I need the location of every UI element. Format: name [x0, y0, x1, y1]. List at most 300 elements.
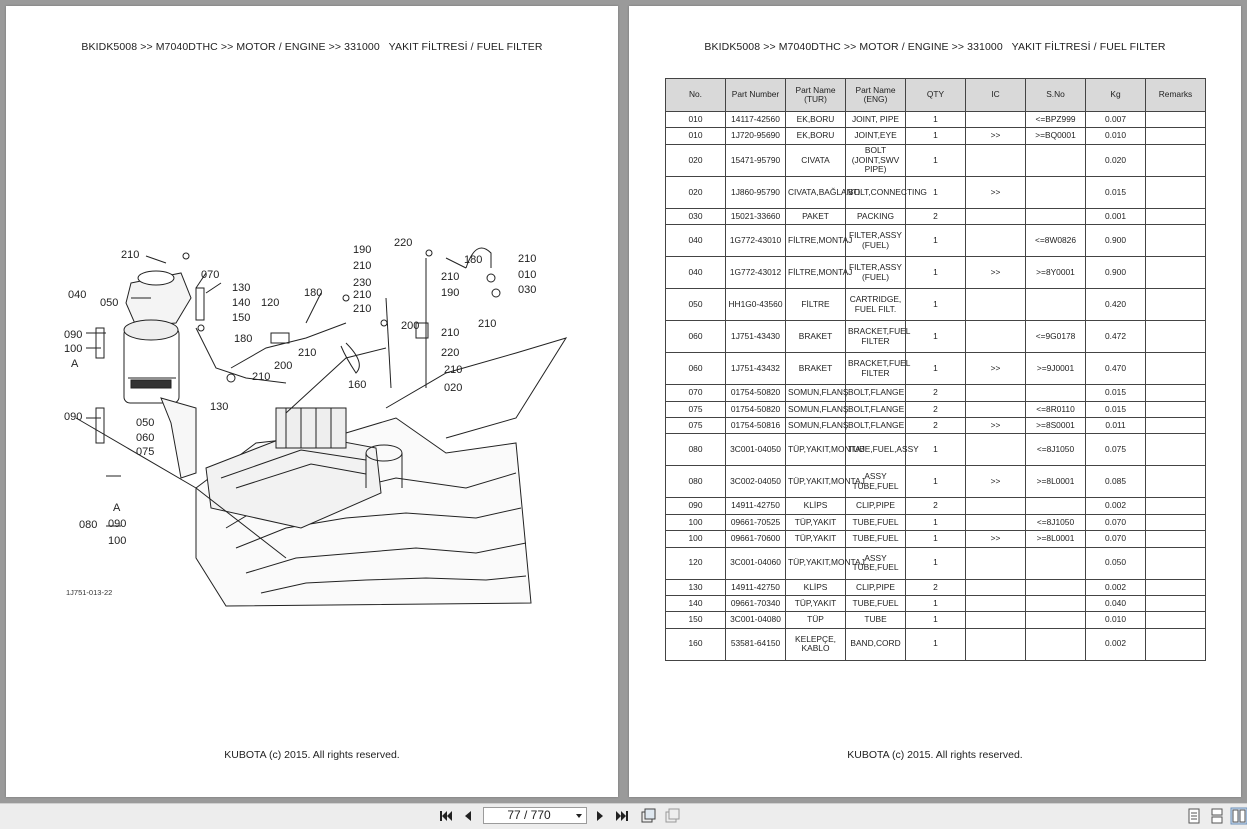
table-cell: BRACKET,FUEL FILTER — [846, 353, 906, 385]
table-cell: <=8W0826 — [1026, 225, 1086, 257]
table-row — [666, 176, 1206, 208]
last-page-icon[interactable] — [614, 808, 630, 824]
right-page-header: BKIDK5008 >> M7040DTHC >> MOTOR / ENGINE >> 331000 YAKIT FİLTRESİ / FUEL FILTER — [704, 41, 1166, 53]
table-cell: 1 — [906, 257, 966, 289]
callout-label: 180 — [234, 333, 253, 345]
table-cell: TÜP,YAKIT — [786, 514, 846, 530]
table-cell: FİLTRE — [786, 289, 846, 321]
table-row — [666, 579, 1206, 595]
table-cell — [966, 208, 1026, 224]
table-cell: PACKING — [846, 208, 906, 224]
table-cell — [1146, 531, 1206, 547]
callout-label: 050 — [136, 417, 155, 429]
table-cell: 09661-70525 — [726, 514, 786, 530]
table-cell: FİLTRE,MONTAJ — [786, 257, 846, 289]
table-cell: FILTER,ASSY (FUEL) — [846, 225, 906, 257]
table-cell — [1026, 579, 1086, 595]
column-header: QTY — [906, 79, 966, 112]
table-cell: KELEPÇE, KABLO — [786, 628, 846, 660]
table-cell: BOLT,FLANGE — [846, 401, 906, 417]
table-row — [666, 417, 1206, 433]
column-header: S.No — [1026, 79, 1086, 112]
table-cell: JOINT, PIPE — [846, 112, 906, 128]
left-document-page — [6, 6, 618, 797]
table-cell: TUBE,FUEL — [846, 514, 906, 530]
table-row — [666, 225, 1206, 257]
table-cell: 1 — [906, 353, 966, 385]
table-cell: 0.015 — [1086, 385, 1146, 401]
callout-label: 210 — [252, 371, 271, 383]
table-cell: 2 — [906, 401, 966, 417]
table-cell: 1 — [906, 112, 966, 128]
left-page-header: BKIDK5008 >> M7040DTHC >> MOTOR / ENGINE >> 331000 YAKIT FİLTRESİ / FUEL FILTER — [81, 41, 543, 53]
table-cell: SOMUN,FLANŞ — [786, 385, 846, 401]
table-cell — [966, 595, 1026, 611]
table-cell: TÜP — [786, 612, 846, 628]
table-cell — [1146, 434, 1206, 466]
table-cell: 1 — [906, 628, 966, 660]
table-cell: 1J751-43432 — [726, 353, 786, 385]
table-cell — [1146, 628, 1206, 660]
callout-label: 070 — [201, 269, 220, 281]
table-cell: 1 — [906, 612, 966, 628]
column-header: IC — [966, 79, 1026, 112]
table-cell: EK,BORU — [786, 112, 846, 128]
column-header: Part Number — [726, 79, 786, 112]
callout-label: 060 — [136, 432, 155, 444]
table-cell: 1 — [906, 321, 966, 353]
table-cell — [1146, 612, 1206, 628]
fit-page-icon[interactable] — [640, 808, 656, 824]
table-cell — [966, 321, 1026, 353]
table-cell: BAND,CORD — [846, 628, 906, 660]
table-row — [666, 434, 1206, 466]
table-row — [666, 112, 1206, 128]
table-cell: BOLT,FLANGE — [846, 385, 906, 401]
callout-label: 160 — [348, 379, 367, 391]
callout-label: 140 — [232, 297, 251, 309]
table-cell: 060 — [666, 353, 726, 385]
table-cell: 1 — [906, 595, 966, 611]
table-cell: 2 — [906, 579, 966, 595]
table-cell: 0.420 — [1086, 289, 1146, 321]
page-number-input[interactable]: 77 / 770 — [483, 807, 587, 824]
table-cell: <=BPZ999 — [1026, 112, 1086, 128]
table-cell: 15021-33660 — [726, 208, 786, 224]
table-cell: 1J860-95790 — [726, 176, 786, 208]
table-cell: 14911-42750 — [726, 498, 786, 514]
table-cell: TUBE,FUEL — [846, 595, 906, 611]
table-cell: 0.010 — [1086, 128, 1146, 144]
table-row — [666, 514, 1206, 530]
table-cell: 0.002 — [1086, 628, 1146, 660]
table-cell — [1026, 144, 1086, 176]
column-header: Part Name (ENG) — [846, 79, 906, 112]
table-cell: PAKET — [786, 208, 846, 224]
table-cell: 160 — [666, 628, 726, 660]
table-cell — [966, 401, 1026, 417]
callout-label: 040 — [68, 289, 87, 301]
table-cell: ASSY TUBE,FUEL — [846, 466, 906, 498]
table-cell: <=8J1050 — [1026, 434, 1086, 466]
table-cell: 0.001 — [1086, 208, 1146, 224]
table-row — [666, 289, 1206, 321]
table-cell: TÜP,YAKIT,MONTAJ — [786, 466, 846, 498]
table-cell: 020 — [666, 144, 726, 176]
table-cell: 0.002 — [1086, 498, 1146, 514]
table-cell: <=8J1050 — [1026, 514, 1086, 530]
table-cell — [966, 612, 1026, 628]
table-cell: TÜP,YAKIT — [786, 595, 846, 611]
table-cell — [966, 144, 1026, 176]
table-cell: 0.900 — [1086, 225, 1146, 257]
table-cell — [966, 514, 1026, 530]
table-cell: >> — [966, 353, 1026, 385]
callout-label: 190 — [441, 287, 460, 299]
table-cell: >=9J0001 — [1026, 353, 1086, 385]
table-cell — [1146, 353, 1206, 385]
table-cell: 090 — [666, 498, 726, 514]
table-cell — [1026, 289, 1086, 321]
table-cell: HH1G0-43560 — [726, 289, 786, 321]
column-header: Part Name (TUR) — [786, 79, 846, 112]
table-cell: 3C001-04080 — [726, 612, 786, 628]
table-cell: 040 — [666, 225, 726, 257]
callout-label: 020 — [444, 382, 463, 394]
callout-label: 010 — [518, 269, 537, 281]
callout-label: 210 — [478, 318, 497, 330]
table-cell: <=9G0178 — [1026, 321, 1086, 353]
table-cell: 070 — [666, 385, 726, 401]
table-cell: 1G772-43010 — [726, 225, 786, 257]
table-cell: 1 — [906, 514, 966, 530]
table-cell — [966, 628, 1026, 660]
figure-id: 1J751-013-22 — [66, 588, 113, 597]
table-cell: 030 — [666, 208, 726, 224]
callout-label: 090 — [64, 411, 83, 423]
table-cell: 01754-50820 — [726, 401, 786, 417]
table-cell: >> — [966, 531, 1026, 547]
table-cell: 1 — [906, 225, 966, 257]
table-cell — [1146, 514, 1206, 530]
table-cell: >=8L0001 — [1026, 531, 1086, 547]
table-cell: 0.010 — [1086, 612, 1146, 628]
table-cell — [1146, 498, 1206, 514]
table-cell: BOLT (JOINT,SWV PIPE) — [846, 144, 906, 176]
table-cell: 130 — [666, 579, 726, 595]
table-cell: 09661-70600 — [726, 531, 786, 547]
table-cell: 1J720-95690 — [726, 128, 786, 144]
table-cell: 010 — [666, 128, 726, 144]
table-cell: 0.002 — [1086, 579, 1146, 595]
next-page-icon[interactable] — [592, 808, 608, 824]
callout-label: 210 — [353, 289, 372, 301]
table-cell: FILTER,ASSY (FUEL) — [846, 257, 906, 289]
table-cell: 3C001-04060 — [726, 547, 786, 579]
parts-table — [665, 78, 1206, 661]
table-cell — [1026, 385, 1086, 401]
table-cell — [1026, 498, 1086, 514]
table-cell: 1 — [906, 547, 966, 579]
table-row — [666, 128, 1206, 144]
table-cell — [1146, 595, 1206, 611]
table-cell: 14117-42560 — [726, 112, 786, 128]
callout-label: 075 — [136, 446, 155, 458]
callout-label: 220 — [394, 237, 413, 249]
table-cell — [966, 579, 1026, 595]
callout-label: 210 — [353, 260, 372, 272]
table-cell — [1146, 144, 1206, 176]
table-cell — [1026, 628, 1086, 660]
table-cell: 3C002-04050 — [726, 466, 786, 498]
table-cell — [966, 498, 1026, 514]
callout-label: 210 — [441, 327, 460, 339]
table-cell: 080 — [666, 434, 726, 466]
table-cell: BRAKET — [786, 353, 846, 385]
chevron-down-icon[interactable] — [575, 812, 583, 820]
table-cell: 1 — [906, 289, 966, 321]
table-cell: >=BQ0001 — [1026, 128, 1086, 144]
table-cell: CIVATA — [786, 144, 846, 176]
callout-label: A — [71, 358, 79, 370]
callout-label: 230 — [353, 277, 372, 289]
table-cell — [1026, 547, 1086, 579]
callout-label: 180 — [464, 254, 483, 266]
table-row — [666, 321, 1206, 353]
right-page-footer: KUBOTA (c) 2015. All rights reserved. — [847, 749, 1023, 761]
table-cell — [1026, 595, 1086, 611]
table-cell: 080 — [666, 466, 726, 498]
table-cell: 01754-50816 — [726, 417, 786, 433]
table-cell: 120 — [666, 547, 726, 579]
table-cell: 09661-70340 — [726, 595, 786, 611]
table-cell: BOLT,FLANGE — [846, 417, 906, 433]
table-row — [666, 385, 1206, 401]
fit-width-icon[interactable] — [664, 808, 680, 824]
table-cell — [1146, 257, 1206, 289]
left-page-footer: KUBOTA (c) 2015. All rights reserved. — [224, 749, 400, 761]
table-cell: 0.070 — [1086, 531, 1146, 547]
table-cell — [1146, 547, 1206, 579]
table-cell — [1146, 289, 1206, 321]
table-row — [666, 595, 1206, 611]
single-page-icon[interactable] — [1186, 808, 1202, 824]
table-cell: 0.050 — [1086, 547, 1146, 579]
table-cell — [1146, 385, 1206, 401]
callout-label: 200 — [401, 320, 420, 332]
table-cell: 0.007 — [1086, 112, 1146, 128]
table-cell — [966, 385, 1026, 401]
table-cell: >> — [966, 417, 1026, 433]
callout-label: 120 — [261, 297, 280, 309]
table-cell: 020 — [666, 176, 726, 208]
table-cell: >=8L0001 — [1026, 466, 1086, 498]
table-cell — [1026, 176, 1086, 208]
table-cell: TUBE,FUEL,ASSY — [846, 434, 906, 466]
table-cell: CIVATA,BAĞLANTI — [786, 176, 846, 208]
callout-label: 200 — [274, 360, 293, 372]
prev-page-icon[interactable] — [460, 808, 476, 824]
table-cell: 2 — [906, 498, 966, 514]
table-cell: 050 — [666, 289, 726, 321]
table-cell: 140 — [666, 595, 726, 611]
table-cell: 0.015 — [1086, 176, 1146, 208]
table-cell: <=8R0110 — [1026, 401, 1086, 417]
table-cell: 14911-42750 — [726, 579, 786, 595]
table-cell: 3C001-04050 — [726, 434, 786, 466]
column-header: Kg — [1086, 79, 1146, 112]
table-cell: 0.040 — [1086, 595, 1146, 611]
table-row — [666, 353, 1206, 385]
table-cell: >> — [966, 128, 1026, 144]
table-cell: BRAKET — [786, 321, 846, 353]
table-cell: 0.085 — [1086, 466, 1146, 498]
table-cell: JOINT,EYE — [846, 128, 906, 144]
table-cell: CLIP,PIPE — [846, 579, 906, 595]
table-row — [666, 401, 1206, 417]
table-cell — [966, 547, 1026, 579]
table-cell: 0.470 — [1086, 353, 1146, 385]
table-cell: 2 — [906, 385, 966, 401]
table-cell: 0.075 — [1086, 434, 1146, 466]
callout-label: 210 — [121, 249, 140, 261]
table-cell: TÜP,YAKIT — [786, 531, 846, 547]
table-cell: 1 — [906, 531, 966, 547]
exploded-parts-diagram — [46, 228, 586, 613]
table-cell — [1146, 321, 1206, 353]
callout-label: 050 — [100, 297, 119, 309]
table-cell: KLİPS — [786, 498, 846, 514]
table-row — [666, 498, 1206, 514]
table-cell — [966, 112, 1026, 128]
table-cell: 0.011 — [1086, 417, 1146, 433]
table-cell: 075 — [666, 401, 726, 417]
table-cell: 0.015 — [1086, 401, 1146, 417]
table-cell: 15471-95790 — [726, 144, 786, 176]
table-row — [666, 257, 1206, 289]
callout-label: 130 — [210, 401, 229, 413]
continuous-page-icon[interactable] — [1209, 808, 1225, 824]
table-cell: 1G772-43012 — [726, 257, 786, 289]
table-cell: 1 — [906, 434, 966, 466]
table-cell: FİLTRE,MONTAJ — [786, 225, 846, 257]
table-cell: ASSY TUBE,FUEL — [846, 547, 906, 579]
table-cell: 1J751-43430 — [726, 321, 786, 353]
table-cell — [1146, 208, 1206, 224]
table-cell: 1 — [906, 128, 966, 144]
table-cell: 0.900 — [1086, 257, 1146, 289]
table-cell: 075 — [666, 417, 726, 433]
table-cell — [1146, 579, 1206, 595]
table-cell: 1 — [906, 144, 966, 176]
table-row — [666, 531, 1206, 547]
table-cell: 1 — [906, 466, 966, 498]
callout-label: 080 — [79, 519, 98, 531]
table-row — [666, 628, 1206, 660]
callout-label: 210 — [441, 271, 460, 283]
callout-label: 100 — [108, 535, 127, 547]
callout-label: 180 — [304, 287, 323, 299]
table-row — [666, 612, 1206, 628]
table-body — [666, 112, 1206, 661]
table-cell: 01754-50820 — [726, 385, 786, 401]
table-cell: 010 — [666, 112, 726, 128]
table-cell — [1146, 417, 1206, 433]
callout-label: 210 — [353, 303, 372, 315]
table-cell — [1026, 208, 1086, 224]
callout-label: 210 — [298, 347, 317, 359]
table-cell: >> — [966, 176, 1026, 208]
table-cell: 150 — [666, 612, 726, 628]
callout-label: 210 — [444, 364, 463, 376]
table-cell: 060 — [666, 321, 726, 353]
callout-label: 130 — [232, 282, 251, 294]
callout-label: 100 — [64, 343, 83, 355]
table-cell: SOMUN,FLANŞ — [786, 401, 846, 417]
table-cell: >=8Y0001 — [1026, 257, 1086, 289]
callout-label: 190 — [353, 244, 372, 256]
table-header-row — [666, 79, 1206, 112]
table-cell — [1146, 128, 1206, 144]
table-cell: 2 — [906, 417, 966, 433]
table-cell — [1026, 612, 1086, 628]
table-cell: 0.020 — [1086, 144, 1146, 176]
table-cell: TÜP,YAKIT,MONTAJ — [786, 547, 846, 579]
table-row — [666, 144, 1206, 176]
table-cell: CARTRIDGE, FUEL FILT. — [846, 289, 906, 321]
table-cell: BOLT,CONNECTING — [846, 176, 906, 208]
callout-label: A — [113, 502, 121, 514]
parts-diagram-drawing — [46, 228, 586, 613]
table-cell: 100 — [666, 514, 726, 530]
table-cell: EK,BORU — [786, 128, 846, 144]
two-page-icon[interactable] — [1231, 808, 1247, 824]
callout-label: 220 — [441, 347, 460, 359]
table-cell — [966, 289, 1026, 321]
table-cell — [1146, 112, 1206, 128]
column-header: No. — [666, 79, 726, 112]
table-cell: >> — [966, 257, 1026, 289]
table-cell: TUBE,FUEL — [846, 531, 906, 547]
column-header: Remarks — [1146, 79, 1206, 112]
table-cell: TUBE — [846, 612, 906, 628]
table-cell: 0.472 — [1086, 321, 1146, 353]
table-cell — [1146, 466, 1206, 498]
callout-label: 150 — [232, 312, 251, 324]
table-cell: KLİPS — [786, 579, 846, 595]
table-cell: 040 — [666, 257, 726, 289]
table-cell — [966, 434, 1026, 466]
table-row — [666, 466, 1206, 498]
table-cell: 1 — [906, 176, 966, 208]
table-cell — [1146, 225, 1206, 257]
table-cell: BRACKET,FUEL FILTER — [846, 321, 906, 353]
right-document-page — [629, 6, 1241, 797]
table-row — [666, 547, 1206, 579]
first-page-icon[interactable] — [438, 808, 454, 824]
callout-label: 210 — [518, 253, 537, 265]
table-cell: TÜP,YAKIT,MONTAJ — [786, 434, 846, 466]
table-cell: 2 — [906, 208, 966, 224]
viewer-toolbar — [0, 803, 1247, 829]
table-cell — [966, 225, 1026, 257]
table-cell — [1146, 401, 1206, 417]
table-cell — [1146, 176, 1206, 208]
table-cell: CLIP,PIPE — [846, 498, 906, 514]
table-row — [666, 208, 1206, 224]
table-cell: 0.070 — [1086, 514, 1146, 530]
table-cell: 100 — [666, 531, 726, 547]
